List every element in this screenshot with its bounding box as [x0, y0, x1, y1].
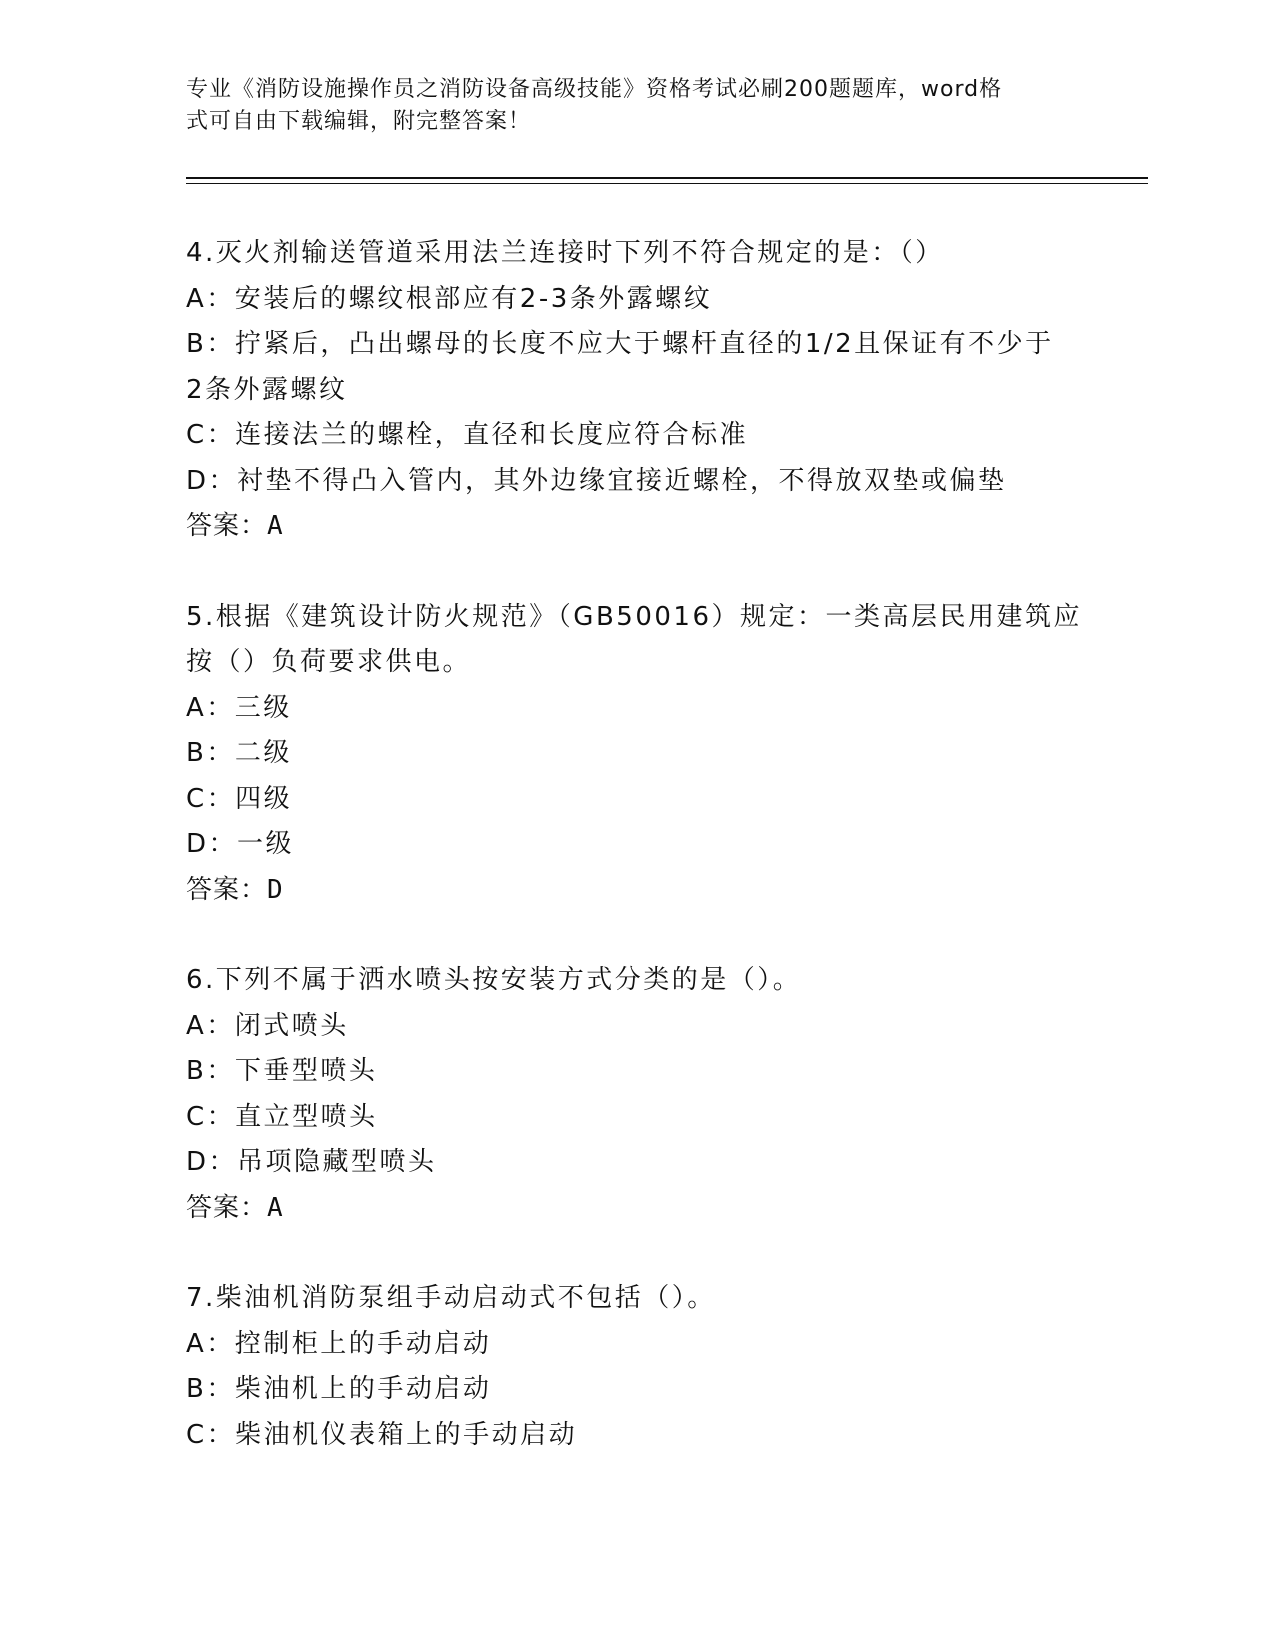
question-block — [186, 1276, 1086, 1458]
answer-option: C：四级 — [186, 783, 293, 814]
answer-option: B：二级 — [186, 738, 292, 768]
question-stem: 5.根据《建筑设计防火规范》（GB50016）规定：一类高层民用建筑应 — [186, 601, 1083, 632]
question-block — [186, 595, 1086, 914]
question-block — [186, 958, 1086, 1231]
answer-option: D：衬垫不得凸入管内，其外边缘宜接近螺栓，不得放双垫或偏垫 — [186, 465, 1007, 496]
answer-option: A：三级 — [186, 692, 292, 723]
header-line-2: 式可自由下载编辑，附完整答案！ — [186, 109, 532, 134]
answer-option: C：柴油机仪表箱上的手动启动 — [186, 1419, 578, 1450]
answer-option: C：直立型喷头 — [186, 1101, 378, 1132]
question-stem: 4.灭火剂输送管道采用法兰连接时下列不符合规定的是：（） — [186, 238, 944, 268]
answer-option: B：下垂型喷头 — [186, 1056, 378, 1086]
answer-option: C：连接法兰的螺栓，直径和长度应符合标准 — [186, 420, 749, 450]
answer-option: A：安装后的螺纹根部应有2-3条外露螺纹 — [186, 283, 713, 314]
question-stem: 6.下列不属于洒水喷头按安装方式分类的是（）。 — [186, 965, 802, 995]
answer-key: 答案：D — [186, 874, 284, 905]
answer-key: 答案：A — [186, 511, 284, 541]
answer-option: 2条外露螺纹 — [186, 374, 348, 405]
question-list — [186, 231, 1086, 1458]
document-header — [186, 74, 1086, 138]
question-block — [186, 231, 1086, 550]
answer-key: 答案：A — [186, 1192, 284, 1223]
answer-option: A：控制柜上的手动启动 — [186, 1328, 492, 1359]
answer-option: D：一级 — [186, 829, 295, 859]
header-line-1: 专业《消防设施操作员之消防设备高级技能》资格考试必刷200题题库，word格 — [186, 77, 1003, 102]
answer-option: D：吊项隐藏型喷头 — [186, 1147, 437, 1177]
answer-option: B：柴油机上的手动启动 — [186, 1374, 492, 1404]
header-rule-thin — [186, 183, 1148, 184]
question-stem: 7.柴油机消防泵组手动启动式不包括（）。 — [186, 1283, 716, 1313]
header-rule-thick — [186, 177, 1148, 179]
answer-option: A：闭式喷头 — [186, 1010, 349, 1041]
question-stem: 按（）负荷要求供电。 — [186, 647, 472, 677]
answer-option: B：拧紧后，凸出螺母的长度不应大于螺杆直径的1/2且保证有不少于 — [186, 329, 1054, 359]
